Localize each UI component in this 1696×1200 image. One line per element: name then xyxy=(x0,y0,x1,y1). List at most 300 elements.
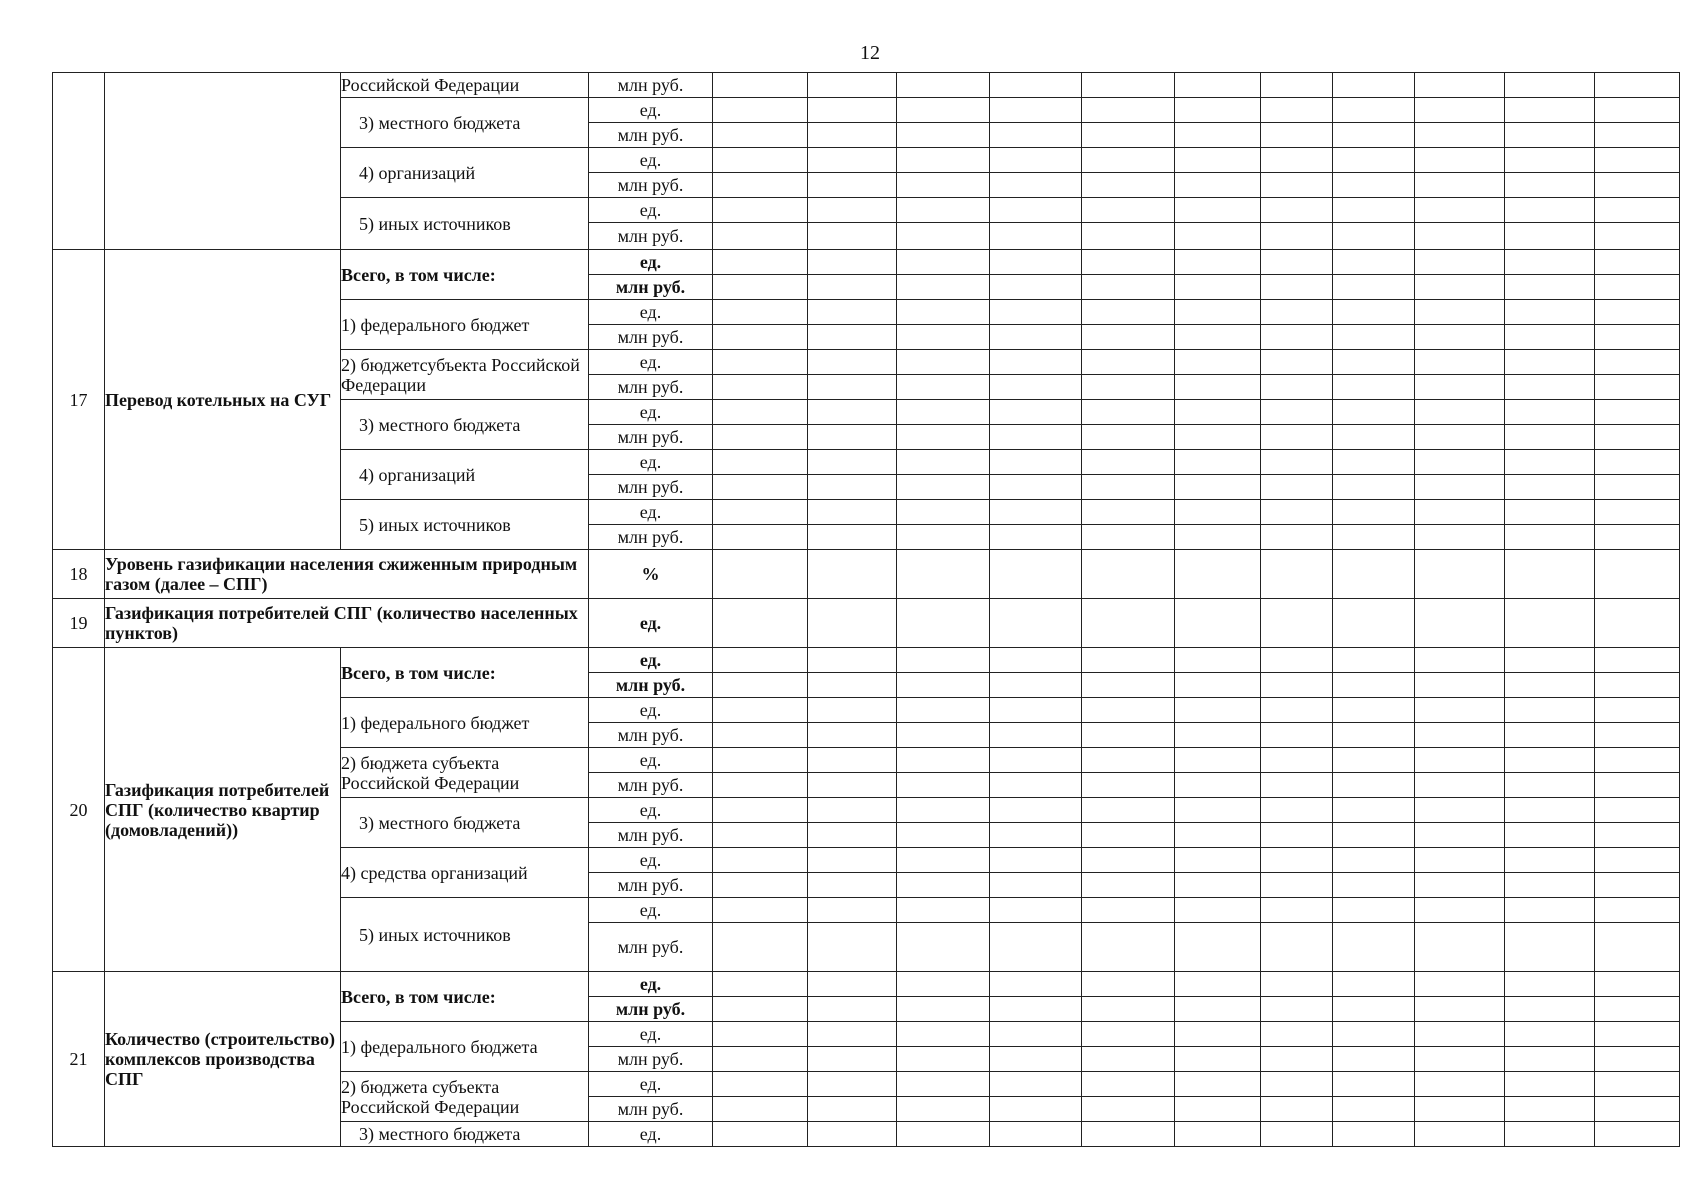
value-cell xyxy=(1333,1097,1415,1122)
value-cell xyxy=(1175,798,1261,823)
value-cell xyxy=(1261,475,1333,500)
value-cell xyxy=(713,98,808,123)
value-cell xyxy=(1175,275,1261,300)
source-label: 2) бюджета субъекта Российской Федерации xyxy=(341,748,589,798)
value-cell xyxy=(1175,250,1261,275)
value-cell xyxy=(1333,698,1415,723)
unit-label: ед. xyxy=(589,1122,713,1147)
value-cell xyxy=(897,475,990,500)
value-cell xyxy=(1333,997,1415,1022)
value-cell xyxy=(1505,1097,1595,1122)
value-cell xyxy=(808,223,897,250)
value-cell xyxy=(713,673,808,698)
value-cell xyxy=(713,923,808,972)
value-cell xyxy=(1505,325,1595,350)
value-cell xyxy=(1175,1047,1261,1072)
unit-label: ед. xyxy=(589,599,713,648)
value-cell xyxy=(1082,648,1175,673)
value-cell xyxy=(1415,1022,1505,1047)
value-cell xyxy=(1595,1047,1680,1072)
value-cell xyxy=(713,823,808,848)
value-cell xyxy=(1175,898,1261,923)
value-cell xyxy=(897,98,990,123)
value-cell xyxy=(1175,599,1261,648)
value-cell xyxy=(1175,848,1261,873)
value-cell xyxy=(1082,525,1175,550)
unit-label: млн руб. xyxy=(589,123,713,148)
value-cell xyxy=(1261,173,1333,198)
value-cell xyxy=(990,123,1082,148)
value-cell xyxy=(808,325,897,350)
value-cell xyxy=(808,525,897,550)
value-cell xyxy=(990,1122,1082,1147)
value-cell xyxy=(713,550,808,599)
unit-label: млн руб. xyxy=(589,223,713,250)
value-cell xyxy=(1261,648,1333,673)
value-cell xyxy=(1415,500,1505,525)
value-cell xyxy=(897,123,990,148)
value-cell xyxy=(808,198,897,223)
value-cell xyxy=(1261,325,1333,350)
value-cell xyxy=(713,400,808,425)
value-cell xyxy=(1082,375,1175,400)
value-cell xyxy=(990,599,1082,648)
value-cell xyxy=(1261,599,1333,648)
value-cell xyxy=(897,748,990,773)
value-cell xyxy=(1595,198,1680,223)
value-cell xyxy=(808,798,897,823)
value-cell xyxy=(1415,525,1505,550)
value-cell xyxy=(1175,997,1261,1022)
value-cell xyxy=(1505,425,1595,450)
value-cell xyxy=(1505,773,1595,798)
value-cell xyxy=(713,350,808,375)
value-cell xyxy=(1261,1072,1333,1097)
value-cell xyxy=(1082,325,1175,350)
value-cell xyxy=(1415,275,1505,300)
value-cell xyxy=(897,325,990,350)
value-cell xyxy=(1082,1122,1175,1147)
value-cell xyxy=(1505,173,1595,198)
value-cell xyxy=(1415,250,1505,275)
value-cell xyxy=(990,375,1082,400)
value-cell xyxy=(1595,173,1680,198)
value-cell xyxy=(1415,848,1505,873)
source-label: 3) местного бюджета xyxy=(341,400,589,450)
unit-label: млн руб. xyxy=(589,1047,713,1072)
value-cell xyxy=(1333,525,1415,550)
value-cell xyxy=(1505,698,1595,723)
value-cell xyxy=(1082,599,1175,648)
unit-label: ед. xyxy=(589,898,713,923)
value-cell xyxy=(713,73,808,98)
value-cell xyxy=(1415,997,1505,1022)
value-cell xyxy=(1333,73,1415,98)
source-label: Всего, в том числе: xyxy=(341,972,589,1022)
value-cell xyxy=(713,972,808,997)
value-cell xyxy=(808,1097,897,1122)
value-cell xyxy=(1175,148,1261,173)
row-number-cell: 17 xyxy=(53,250,105,550)
value-cell xyxy=(1595,1097,1680,1122)
unit-label: млн руб. xyxy=(589,823,713,848)
unit-label: млн руб. xyxy=(589,475,713,500)
value-cell xyxy=(1082,123,1175,148)
value-cell xyxy=(808,1072,897,1097)
value-cell xyxy=(1595,748,1680,773)
value-cell xyxy=(1595,1072,1680,1097)
value-cell xyxy=(713,748,808,773)
value-cell xyxy=(1333,773,1415,798)
value-cell xyxy=(1261,425,1333,450)
row-name-cell: Перевод котельных на СУГ xyxy=(105,250,341,550)
table-row xyxy=(53,73,1680,98)
value-cell xyxy=(897,698,990,723)
source-label: Российской Федерации xyxy=(341,73,589,98)
value-cell xyxy=(1415,748,1505,773)
value-cell xyxy=(1595,723,1680,748)
value-cell xyxy=(713,525,808,550)
value-cell xyxy=(897,148,990,173)
value-cell xyxy=(1595,500,1680,525)
value-cell xyxy=(1175,300,1261,325)
unit-label: ед. xyxy=(589,198,713,223)
value-cell xyxy=(1333,648,1415,673)
value-cell xyxy=(1415,98,1505,123)
value-cell xyxy=(713,300,808,325)
table-row xyxy=(53,599,1680,648)
value-cell xyxy=(1261,873,1333,898)
value-cell xyxy=(1261,1047,1333,1072)
value-cell xyxy=(1595,923,1680,972)
value-cell xyxy=(1505,98,1595,123)
value-cell xyxy=(1333,123,1415,148)
value-cell xyxy=(1082,98,1175,123)
value-cell xyxy=(1333,823,1415,848)
row-number-cell: 20 xyxy=(53,648,105,972)
value-cell xyxy=(1595,375,1680,400)
value-cell xyxy=(1261,898,1333,923)
value-cell xyxy=(1415,698,1505,723)
unit-label: ед. xyxy=(589,798,713,823)
value-cell xyxy=(1505,350,1595,375)
value-cell xyxy=(713,1097,808,1122)
value-cell xyxy=(990,1072,1082,1097)
value-cell xyxy=(1082,1022,1175,1047)
value-cell xyxy=(808,98,897,123)
value-cell xyxy=(897,1122,990,1147)
value-cell xyxy=(1082,823,1175,848)
unit-label: млн руб. xyxy=(589,525,713,550)
value-cell xyxy=(897,550,990,599)
value-cell xyxy=(990,275,1082,300)
unit-label: млн руб. xyxy=(589,425,713,450)
value-cell xyxy=(1505,673,1595,698)
value-cell xyxy=(1333,873,1415,898)
value-cell xyxy=(808,375,897,400)
value-cell xyxy=(1175,1072,1261,1097)
unit-label: млн руб. xyxy=(589,1097,713,1122)
value-cell xyxy=(897,1022,990,1047)
value-cell xyxy=(1595,148,1680,173)
value-cell xyxy=(1595,673,1680,698)
value-cell xyxy=(1082,223,1175,250)
value-cell xyxy=(1505,123,1595,148)
source-label: 4) организаций xyxy=(341,450,589,500)
value-cell xyxy=(808,599,897,648)
value-cell xyxy=(990,325,1082,350)
value-cell xyxy=(1505,300,1595,325)
value-cell xyxy=(713,1072,808,1097)
value-cell xyxy=(1415,73,1505,98)
value-cell xyxy=(1595,275,1680,300)
value-cell xyxy=(1415,673,1505,698)
indicator-table xyxy=(52,72,1680,1147)
value-cell xyxy=(897,599,990,648)
value-cell xyxy=(713,375,808,400)
value-cell xyxy=(1415,325,1505,350)
value-cell xyxy=(1415,375,1505,400)
row-name-cell: Количество (строительство) комплексов производства СПГ xyxy=(105,972,341,1147)
value-cell xyxy=(897,375,990,400)
value-cell xyxy=(1175,198,1261,223)
value-cell xyxy=(1415,450,1505,475)
unit-label: ед. xyxy=(589,148,713,173)
value-cell xyxy=(1175,173,1261,198)
value-cell xyxy=(897,848,990,873)
value-cell xyxy=(808,300,897,325)
value-cell xyxy=(1082,198,1175,223)
value-cell xyxy=(1261,748,1333,773)
value-cell xyxy=(713,798,808,823)
value-cell xyxy=(990,250,1082,275)
value-cell xyxy=(990,350,1082,375)
unit-label: ед. xyxy=(589,250,713,275)
value-cell xyxy=(1505,275,1595,300)
value-cell xyxy=(1082,997,1175,1022)
value-cell xyxy=(1595,873,1680,898)
value-cell xyxy=(1415,923,1505,972)
value-cell xyxy=(1333,1047,1415,1072)
value-cell xyxy=(1415,173,1505,198)
value-cell xyxy=(990,673,1082,698)
value-cell xyxy=(808,848,897,873)
value-cell xyxy=(713,873,808,898)
value-cell xyxy=(1505,723,1595,748)
row-number-cell: 19 xyxy=(53,599,105,648)
value-cell xyxy=(1595,73,1680,98)
value-cell xyxy=(808,250,897,275)
row-number-cell: 18 xyxy=(53,550,105,599)
unit-label: млн руб. xyxy=(589,773,713,798)
value-cell xyxy=(1261,1022,1333,1047)
value-cell xyxy=(1082,773,1175,798)
value-cell xyxy=(897,450,990,475)
value-cell xyxy=(1175,1097,1261,1122)
value-cell xyxy=(1595,250,1680,275)
unit-label: ед. xyxy=(589,848,713,873)
value-cell xyxy=(1261,673,1333,698)
unit-label: ед. xyxy=(589,748,713,773)
value-cell xyxy=(1595,450,1680,475)
source-label: 3) местного бюджета xyxy=(341,798,589,848)
value-cell xyxy=(1415,898,1505,923)
value-cell xyxy=(713,250,808,275)
value-cell xyxy=(1175,350,1261,375)
unit-label: ед. xyxy=(589,1072,713,1097)
value-cell xyxy=(1333,475,1415,500)
unit-label: ед. xyxy=(589,500,713,525)
value-cell xyxy=(897,873,990,898)
value-cell xyxy=(897,648,990,673)
value-cell xyxy=(1505,500,1595,525)
value-cell xyxy=(990,73,1082,98)
value-cell xyxy=(1175,73,1261,98)
value-cell xyxy=(1415,475,1505,500)
value-cell xyxy=(713,1022,808,1047)
value-cell xyxy=(1505,648,1595,673)
value-cell xyxy=(897,997,990,1022)
source-label: 3) местного бюджета xyxy=(341,98,589,148)
source-label: 4) организаций xyxy=(341,148,589,198)
value-cell xyxy=(897,525,990,550)
value-cell xyxy=(897,1047,990,1072)
value-cell xyxy=(1082,173,1175,198)
value-cell xyxy=(808,275,897,300)
row-name-cell xyxy=(105,73,341,250)
value-cell xyxy=(1595,1122,1680,1147)
value-cell xyxy=(1333,98,1415,123)
value-cell xyxy=(990,148,1082,173)
value-cell xyxy=(808,873,897,898)
value-cell xyxy=(1333,325,1415,350)
value-cell xyxy=(1415,148,1505,173)
value-cell xyxy=(1175,723,1261,748)
unit-label: % xyxy=(589,550,713,599)
value-cell xyxy=(1333,673,1415,698)
unit-label: млн руб. xyxy=(589,173,713,198)
value-cell xyxy=(1333,898,1415,923)
value-cell xyxy=(1505,798,1595,823)
value-cell xyxy=(1175,923,1261,972)
value-cell xyxy=(808,475,897,500)
value-cell xyxy=(990,997,1082,1022)
value-cell xyxy=(897,972,990,997)
value-cell xyxy=(713,148,808,173)
value-cell xyxy=(1175,525,1261,550)
unit-label: ед. xyxy=(589,350,713,375)
value-cell xyxy=(1595,997,1680,1022)
value-cell xyxy=(1595,475,1680,500)
value-cell xyxy=(1505,972,1595,997)
value-cell xyxy=(1261,350,1333,375)
value-cell xyxy=(713,599,808,648)
unit-label: ед. xyxy=(589,1022,713,1047)
value-cell xyxy=(1082,300,1175,325)
row-name-cell: Уровень газификации населения сжиженным природным газом (далее – СПГ) xyxy=(105,550,589,599)
value-cell xyxy=(1595,648,1680,673)
value-cell xyxy=(1415,1047,1505,1072)
value-cell xyxy=(1595,350,1680,375)
row-name-cell: Газификация потребителей СПГ (количество квартир (домовладений)) xyxy=(105,648,341,972)
value-cell xyxy=(1333,1122,1415,1147)
value-cell xyxy=(1333,500,1415,525)
value-cell xyxy=(1415,425,1505,450)
value-cell xyxy=(1082,450,1175,475)
value-cell xyxy=(1505,848,1595,873)
unit-label: млн руб. xyxy=(589,375,713,400)
value-cell xyxy=(1595,550,1680,599)
value-cell xyxy=(1261,375,1333,400)
table-row xyxy=(53,550,1680,599)
value-cell xyxy=(1175,873,1261,898)
value-cell xyxy=(1505,550,1595,599)
value-cell xyxy=(1333,400,1415,425)
value-cell xyxy=(990,300,1082,325)
value-cell xyxy=(1505,223,1595,250)
value-cell xyxy=(1261,500,1333,525)
value-cell xyxy=(1082,972,1175,997)
value-cell xyxy=(1595,848,1680,873)
value-cell xyxy=(990,425,1082,450)
value-cell xyxy=(1595,798,1680,823)
value-cell xyxy=(1595,525,1680,550)
unit-label: ед. xyxy=(589,698,713,723)
value-cell xyxy=(1261,823,1333,848)
value-cell xyxy=(990,98,1082,123)
value-cell xyxy=(1333,848,1415,873)
value-cell xyxy=(1333,550,1415,599)
row-number-cell: 21 xyxy=(53,972,105,1147)
value-cell xyxy=(897,400,990,425)
value-cell xyxy=(1175,823,1261,848)
value-cell xyxy=(1415,773,1505,798)
value-cell xyxy=(1505,823,1595,848)
value-cell xyxy=(1261,773,1333,798)
unit-label: млн руб. xyxy=(589,673,713,698)
value-cell xyxy=(897,300,990,325)
value-cell xyxy=(808,698,897,723)
value-cell xyxy=(897,275,990,300)
value-cell xyxy=(1595,972,1680,997)
source-label: 2) бюджетсубъекта Российской Федерации xyxy=(341,350,589,400)
value-cell xyxy=(1505,997,1595,1022)
value-cell xyxy=(713,223,808,250)
value-cell xyxy=(1175,1022,1261,1047)
value-cell xyxy=(1505,148,1595,173)
value-cell xyxy=(1261,798,1333,823)
value-cell xyxy=(808,748,897,773)
value-cell xyxy=(713,450,808,475)
value-cell xyxy=(897,223,990,250)
value-cell xyxy=(897,500,990,525)
value-cell xyxy=(1595,599,1680,648)
value-cell xyxy=(1175,773,1261,798)
value-cell xyxy=(1175,123,1261,148)
value-cell xyxy=(1261,450,1333,475)
value-cell xyxy=(1333,798,1415,823)
value-cell xyxy=(1333,300,1415,325)
value-cell xyxy=(897,1097,990,1122)
value-cell xyxy=(1415,599,1505,648)
value-cell xyxy=(897,1072,990,1097)
row-number-cell xyxy=(53,73,105,250)
value-cell xyxy=(808,648,897,673)
value-cell xyxy=(713,1047,808,1072)
value-cell xyxy=(1415,1072,1505,1097)
value-cell xyxy=(1175,325,1261,350)
unit-label: млн руб. xyxy=(589,997,713,1022)
